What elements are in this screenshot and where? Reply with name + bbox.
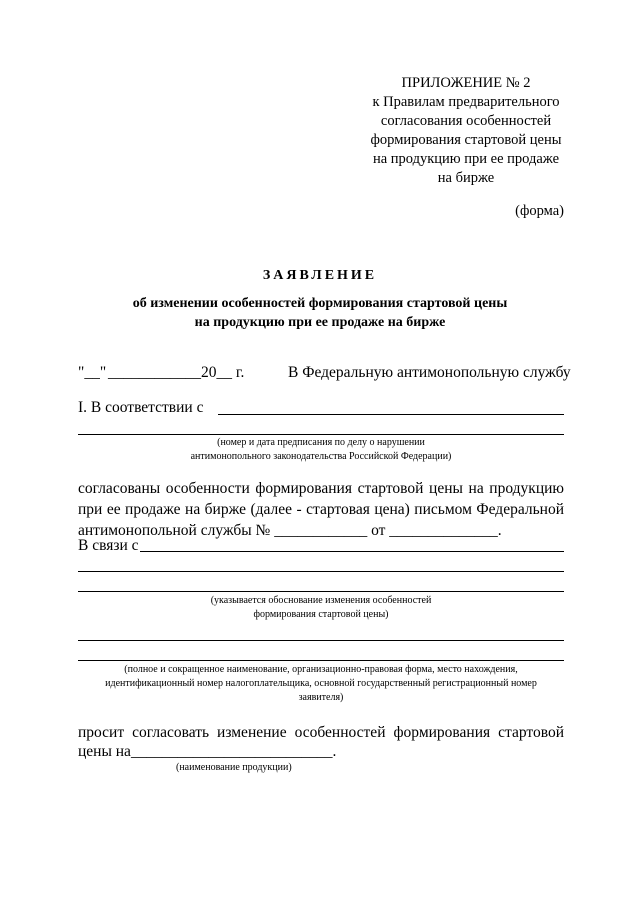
- request-prefix: цены на: [78, 743, 131, 760]
- hint-line: (указывается обоснование изменения особенностей: [210, 595, 432, 606]
- document-subtitle: [0, 294, 640, 332]
- section1-hint: [78, 436, 564, 464]
- hint-line: идентификационный номер налогоплательщика, основной государственный регистрационный номер: [105, 678, 537, 689]
- date-year: 20__ г.: [201, 364, 245, 381]
- hint-line: формирования стартовой цены): [253, 609, 389, 620]
- product-blank: __________________________.: [131, 743, 337, 760]
- agreed-paragraph: [78, 478, 564, 541]
- subtitle-line: на продукцию при ее продаже на бирже: [194, 315, 446, 330]
- reason-hint: [78, 594, 564, 622]
- subtitle-line: об изменении особенностей формирования стартовой цены: [132, 296, 508, 311]
- hint-line: заявителя): [298, 692, 344, 703]
- applicant-hint: [78, 663, 564, 705]
- section1-label: I. В соответствии с: [78, 399, 204, 416]
- appendix-line: к Правилам предварительного: [372, 94, 560, 110]
- appendix-line: на бирже: [437, 170, 495, 186]
- product-hint: (наименование продукции): [176, 762, 292, 773]
- addressee: В Федеральную антимонопольную службу: [288, 364, 571, 381]
- hint-line: (полное и сокращенное наименование, организационно-правовая форма, место нахождения,: [124, 664, 518, 675]
- form-label: (форма): [515, 203, 564, 219]
- request-paragraph: [78, 722, 564, 743]
- appendix-title: ПРИЛОЖЕНИЕ № 2: [401, 75, 531, 91]
- fill-line: [78, 434, 564, 435]
- paragraph-line: просит согласовать изменение особенностей формирования стартовой: [78, 724, 564, 741]
- paragraph-line: согласованы особенности формирования стартовой цены на продукцию: [78, 480, 564, 497]
- document-title: ЗАЯВЛЕНИЕ: [262, 268, 378, 283]
- in-connection-label: В связи с: [78, 537, 139, 554]
- date-day: "__": [78, 364, 107, 381]
- paragraph-line: антимонопольной службы № ____________ от ______________.: [78, 522, 502, 539]
- hint-line: антимонопольного законодательства Российской Федерации): [190, 451, 452, 462]
- appendix-block: [360, 74, 572, 188]
- hint-line: (номер и дата предписания по делу о нарушении: [217, 437, 425, 448]
- paragraph-line: при ее продаже на бирже (далее - стартовая цена) письмом Федеральной: [78, 501, 564, 518]
- appendix-line: согласования особенностей: [380, 113, 552, 129]
- fill-line: [78, 640, 564, 641]
- appendix-line: формирования стартовой цены: [370, 132, 562, 148]
- fill-line: [78, 660, 564, 661]
- date-month-blank: ____________: [108, 364, 201, 381]
- appendix-line: на продукцию при ее продаже: [372, 151, 560, 167]
- fill-line: [78, 591, 564, 592]
- fill-line: [140, 551, 564, 552]
- fill-line: [218, 414, 564, 415]
- fill-line: [78, 571, 564, 572]
